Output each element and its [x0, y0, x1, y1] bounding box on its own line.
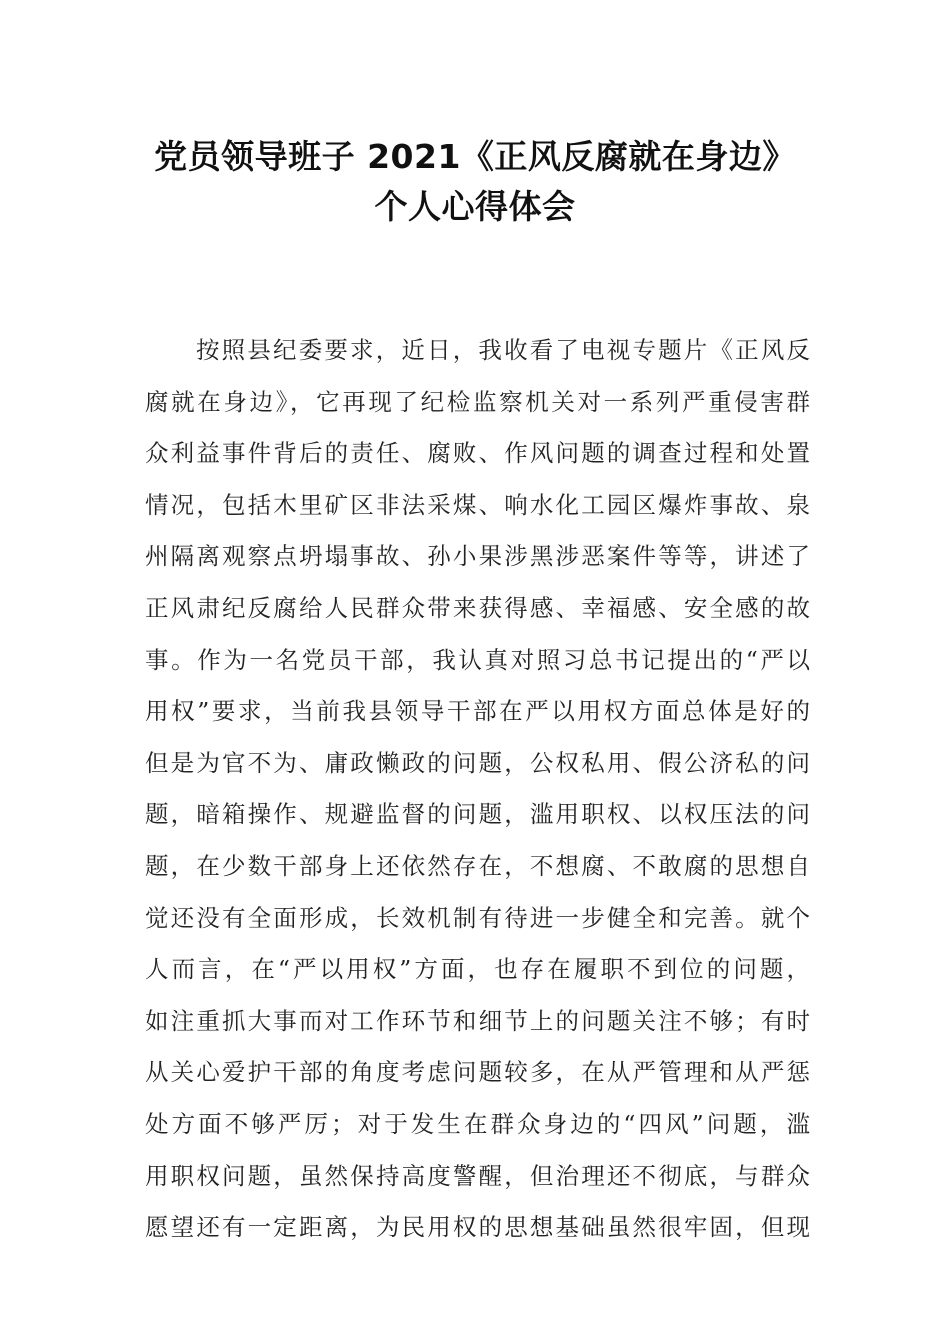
body-line: 处方面不够严厉；对于发生在群众身边的“四风”问题，滥 — [145, 1109, 810, 1138]
document-body — [145, 325, 810, 1254]
body-line: 题，暗箱操作、规避监督的问题，滥用职权、以权压法的问 — [145, 800, 810, 829]
body-line: 觉还没有全面形成，长效机制有待进一步健全和完善。就个 — [145, 903, 810, 932]
body-line: 人而言，在“严以用权”方面，也存在履职不到位的问题， — [145, 955, 810, 984]
body-line: 愿望还有一定距离，为民用权的思想基础虽然很牢固，但现 — [145, 1213, 810, 1242]
body-line: 情况，包括木里矿区非法采煤、响水化工园区爆炸事故、泉 — [145, 490, 810, 519]
body-line: 正风肃纪反腐给人民群众带来获得感、幸福感、安全感的故 — [145, 593, 810, 622]
body-line: 按照县纪委要求，近日，我收看了电视专题片《正风反 — [196, 336, 810, 364]
document-title-line-1: 党员领导班子 2021《正风反腐就在身边》 — [154, 137, 796, 176]
body-line: 事。作为一名党员干部，我认真对照习总书记提出的“严以 — [145, 645, 810, 674]
body-line: 腐就在身边》，它再现了纪检监察机关对一系列严重侵害群 — [145, 387, 810, 416]
body-line: 如注重抓大事而对工作环节和细节上的问题关注不够；有时 — [145, 1006, 810, 1035]
document-title-line-2: 个人心得体会 — [374, 187, 576, 226]
body-line: 但是为官不为、庸政懒政的问题，公权私用、假公济私的问 — [145, 748, 810, 777]
body-line: 众利益事件背后的责任、腐败、作风问题的调查过程和处置 — [145, 439, 810, 468]
body-line: 州隔离观察点坍塌事故、孙小果涉黑涉恶案件等等，讲述了 — [145, 542, 810, 571]
body-line: 用职权问题，虽然保持高度警醒，但治理还不彻底，与群众 — [145, 1161, 810, 1190]
body-line: 用权”要求，当前我县领导干部在严以用权方面总体是好的 — [145, 697, 810, 726]
body-line: 题，在少数干部身上还依然存在，不想腐、不敢腐的思想自 — [145, 851, 810, 880]
body-line: 从关心爱护干部的角度考虑问题较多，在从严管理和从严惩 — [145, 1058, 810, 1087]
